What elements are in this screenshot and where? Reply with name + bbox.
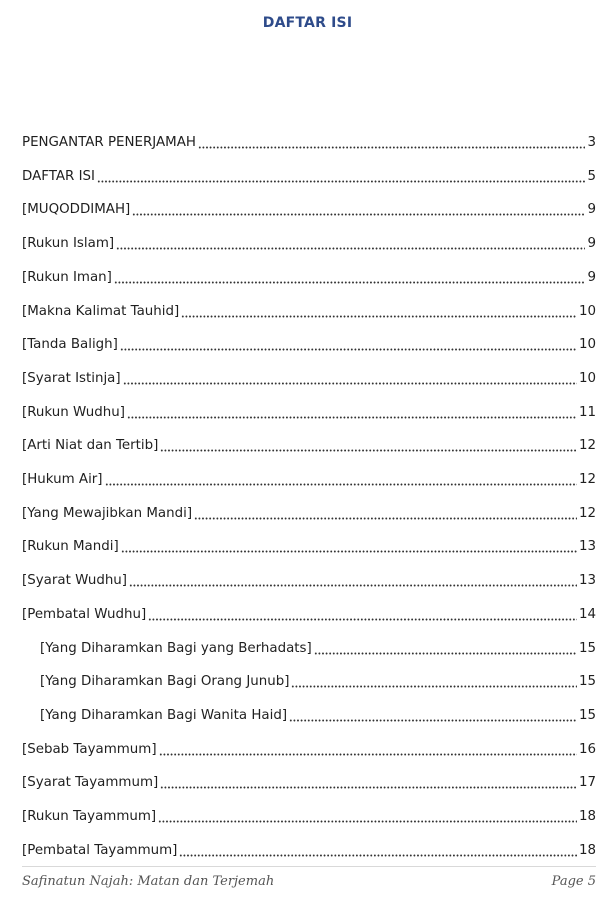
toc-entry-page-number: 15 [578,707,596,723]
toc-dot-leader [121,539,577,553]
toc-entry-label: [Pembatal Tayammum] [22,842,178,858]
toc-dot-leader [314,641,577,655]
toc-entry [40,667,596,691]
toc-dot-leader [114,270,586,284]
toc-entry [22,499,596,523]
toc-entry-page-number: 9 [587,236,596,252]
toc-entry [22,128,596,152]
toc-entry-page-number: 16 [578,741,596,757]
toc-entry [22,735,596,759]
toc-dot-leader [123,371,577,385]
toc-entry [22,566,596,590]
toc-entry-label: DAFTAR ISI [22,168,95,184]
toc-entry-page-number: 9 [587,269,596,285]
page-title: DAFTAR ISI [262,15,353,31]
toc-dot-leader [289,708,577,722]
toc-entry [22,600,596,624]
toc-entry-label: [Makna Kalimat Tauhid] [22,303,180,319]
toc-entry-label: [Rukun Iman] [22,269,112,285]
toc-dot-leader [116,236,585,250]
toc-entry-page-number: 12 [578,505,596,521]
toc-entry-page-number: 17 [578,775,596,791]
toc-entry-page-number: 18 [578,809,596,824]
page-footer [22,866,596,889]
toc-dot-leader [159,742,577,756]
toc-entry-label: [Rukun Mandi] [22,539,119,555]
toc-entry [40,634,596,658]
toc-entry [22,297,596,321]
toc-entry-label: [Rukun Tayammum] [22,809,157,824]
toc-dot-leader [194,506,577,520]
toc-entry-page-number: 14 [578,606,596,622]
toc-entry [22,263,596,287]
toc-entry-label: [Syarat Wudhu] [22,573,128,589]
toc-entry-page-number: 15 [578,640,596,656]
toc-entry-label: [Sebab Tayammum] [22,741,157,757]
toc-entry [22,162,596,186]
toc-entry-label: [Tanda Baligh] [22,337,118,353]
toc-entry-page-number: 10 [578,370,596,386]
toc-entry-page-number: 9 [587,202,596,218]
toc-entry-label: [Pembatal Wudhu] [22,606,147,622]
toc-entry-page-number: 12 [578,438,596,454]
toc-entry-label: [Syarat Istinja] [22,370,121,386]
toc-dot-leader [179,843,577,857]
toc-entry-label: [Rukun Islam] [22,236,115,252]
toc-entry-page-number: 10 [578,303,596,319]
toc-dot-leader [132,202,585,216]
toc-dot-leader [160,775,577,789]
toc-entry [22,532,596,556]
toc-entry-label: [Yang Diharamkan Bagi Orang Junub] [40,674,290,690]
toc-dot-leader [129,573,577,587]
toc-entry [22,229,596,253]
toc-entry-page-number: 13 [578,539,596,555]
toc-entry-page-number: 15 [578,674,596,690]
toc-entry-label: [Yang Diharamkan Bagi yang Berhadats] [40,640,312,656]
toc-entry-page-number: 10 [578,337,596,353]
toc-entry [22,768,596,792]
toc-entry [22,195,596,219]
toc-entry-label: [Syarat Tayammum] [22,775,159,791]
toc-entry [22,398,596,422]
toc-entry-label: PENGANTAR PENERJAMAH [22,135,196,150]
toc-entry-label: [Yang Diharamkan Bagi Wanita Haid] [40,707,288,723]
toc-dot-leader [148,607,577,621]
toc-entry [22,836,596,860]
toc-dot-leader [127,405,577,419]
toc-entry-page-number: 3 [587,135,596,150]
toc-entry [22,465,596,489]
toc-entry-label: [Hukum Air] [22,472,103,487]
toc-entry [22,802,596,826]
toc-entry-label: [Yang Mewajibkan Mandi] [22,505,193,521]
toc-entry-page-number: 11 [578,404,596,420]
toc-entry-label: [Rukun Wudhu] [22,404,125,420]
footer-page-number: Page 5 [551,874,596,889]
toc-entry-page-number: 18 [578,842,596,858]
toc-entry [40,701,596,725]
toc-entry [22,431,596,455]
footer-book-title: Safinatun Najah: Matan dan Terjemah [22,874,275,889]
toc-dot-leader [181,304,577,318]
toc-dot-leader [198,135,586,149]
toc-dot-leader [291,674,577,688]
toc-dot-leader [120,337,577,351]
toc-entry-label: [Arti Niat dan Tertib] [22,438,159,454]
toc-dot-leader [158,809,577,823]
toc-entry-page-number: 12 [578,472,596,487]
toc-entry-page-number: 13 [578,573,596,589]
toc-dot-leader [105,472,577,486]
toc-entry [22,330,596,354]
toc-entry [22,364,596,388]
toc-entry-label: [MUQODDIMAH] [22,202,131,218]
toc-dot-leader [160,438,577,452]
toc-entry-page-number: 5 [587,168,596,184]
toc-dot-leader [97,169,586,183]
